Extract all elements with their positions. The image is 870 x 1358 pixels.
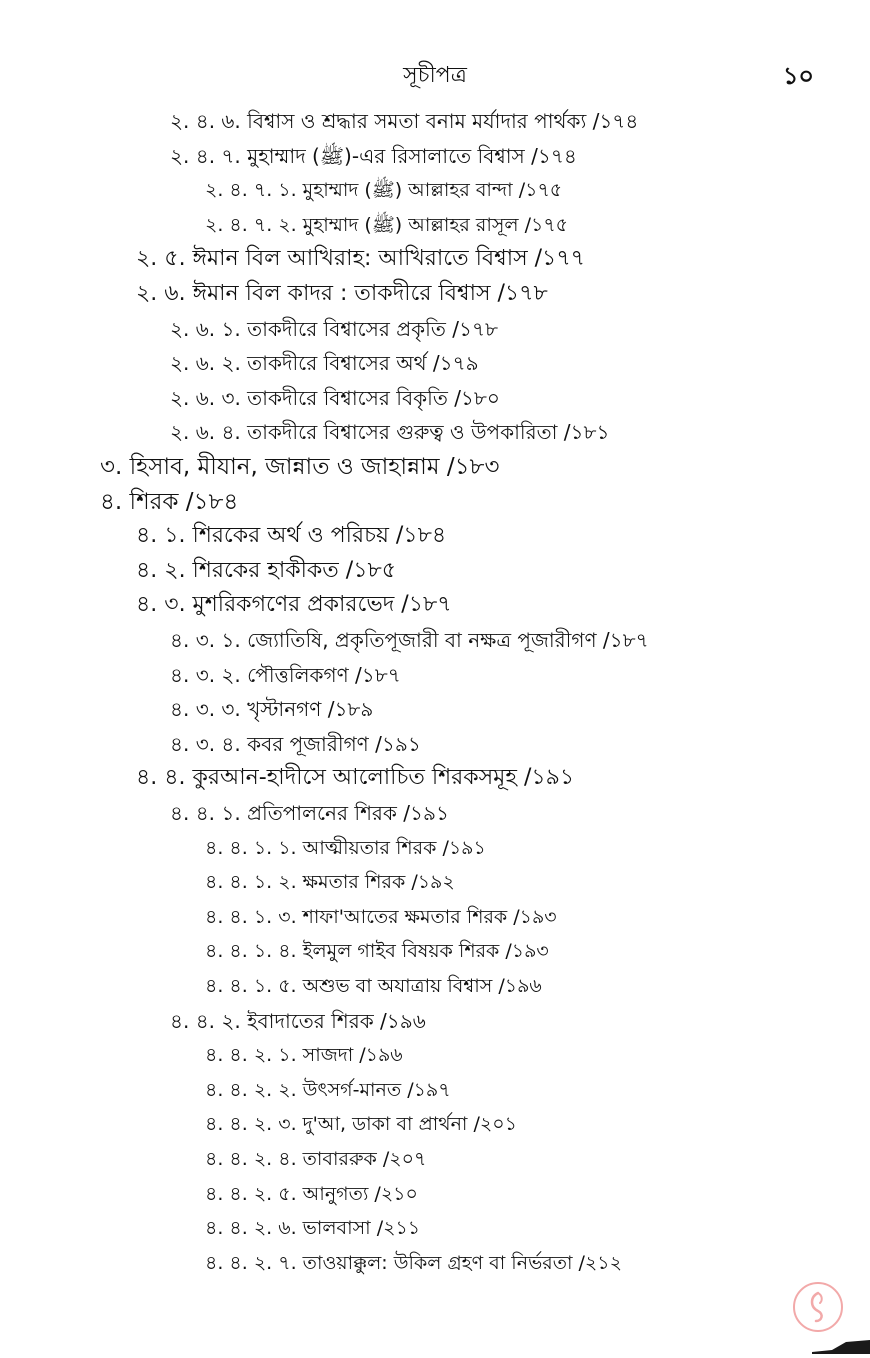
page-title: সূচীপত্র bbox=[403, 63, 467, 88]
toc-entry: ২. ৫. ঈমান বিল আখিরাহ: আখিরাতে বিশ্বাস /১৭৭ bbox=[136, 246, 585, 271]
toc-entry: ৪. ১. শিরকের অর্থ ও পরিচয় /১৮৪ bbox=[136, 523, 447, 548]
toc-entry: ৪. ৪. ১. ৫. অশুভ বা অযাত্রায় বিশ্বাস /১৯৬ bbox=[205, 975, 542, 997]
toc-entry: ৪. ৪. ১. প্রতিপালনের শিরক /১৯১ bbox=[170, 801, 449, 825]
toc-entry: ৩. হিসাব, মীযান, জান্নাত ও জাহান্নাম /১৮৩ bbox=[100, 454, 500, 480]
toc-entry: ৪. ৪. ২. ২. উৎসর্গ-মানত /১৯৭ bbox=[205, 1079, 451, 1101]
scan-edge-mark bbox=[812, 1338, 870, 1354]
toc-entry: ৪. ৪. ১. ১. আত্মীয়তার শিরক /১৯১ bbox=[205, 837, 486, 859]
toc-entry: ৪. ৩. ১. জ্যোতিষি, প্রকৃতিপূজারী বা নক্ষত্র পূজারীগণ /১৮৭ bbox=[170, 628, 649, 652]
toc-entry: ৪. ৪. ২. ৬. ভালবাসা /২১১ bbox=[205, 1217, 421, 1239]
toc-entry: ২. ৬. ঈমান বিল কাদর : তাকদীরে বিশ্বাস /১৭৮ bbox=[136, 281, 548, 306]
toc-entry: ৪. শিরক /১৮৪ bbox=[100, 489, 239, 515]
toc-entry: ৪. ৪. ২. ৭. তাওয়াক্কুল: উকিল গ্রহণ বা নির্ভরতা /২১২ bbox=[205, 1252, 622, 1274]
toc-entry: ৪. ৩. মুশরিকগণের প্রকারভেদ /১৮৭ bbox=[136, 592, 452, 617]
toc-entry: ২. ৬. ১. তাকদীরে বিশ্বাসের প্রকৃতি /১৭৮ bbox=[170, 317, 498, 341]
toc-entry: ২. ৬. ২. তাকদীরে বিশ্বাসের অর্থ /১৭৯ bbox=[170, 351, 479, 375]
toc-entry: ৪. ৪. ২. ইবাদাতের শিরক /১৯৬ bbox=[170, 1009, 426, 1033]
toc-entry: ২. ৬. ৩. তাকদীরে বিশ্বাসের বিকৃতি /১৮০ bbox=[170, 386, 500, 410]
toc-entry: ৪. ৪. কুরআন-হাদীসে আলোচিত শিরকসমূহ /১৯১ bbox=[136, 765, 575, 790]
toc-entry: ২. ৪. ৭. ১. মুহাম্মাদ (ﷺ) আল্লাহর বান্দা /১৭৫ bbox=[205, 179, 563, 201]
watermark-logo-icon bbox=[792, 1281, 844, 1333]
toc-entry: ৪. ৩. ২. পৌত্তলিকগণ /১৮৭ bbox=[170, 663, 401, 687]
toc-entry: ২. ৪. ৬. বিশ্বাস ও শ্রদ্ধার সমতা বনাম মর্যাদার পার্থক্য /১৭৪ bbox=[170, 109, 639, 133]
toc-entry: ৪. ৩. ৪. কবর পূজারীগণ /১৯১ bbox=[170, 732, 421, 756]
toc-entry: ৪. ৪. ২. ১. সাজদা /১৯৬ bbox=[205, 1044, 403, 1066]
toc-entry: ২. ৬. ৪. তাকদীরে বিশ্বাসের গুরুত্ব ও উপকারিতা /১৮১ bbox=[170, 420, 610, 444]
toc-entry: ৪. ২. শিরকের হাকীকত /১৮৫ bbox=[136, 558, 397, 583]
toc-entry: ২. ৪. ৭. ২. মুহাম্মাদ (ﷺ) আল্লাহর রাসূল /১৭৫ bbox=[205, 214, 568, 236]
page-number: ১০ bbox=[782, 62, 814, 90]
toc-entry: ৪. ৪. ১. ৪. ইলমুল গাইব বিষয়ক শিরক /১৯৩ bbox=[205, 940, 549, 962]
toc-entry: ২. ৪. ৭. মুহাম্মাদ (ﷺ)-এর রিসালাতে বিশ্বাস /১৭৪ bbox=[170, 144, 577, 168]
toc-entry: ৪. ৪. ১. ৩. শাফা'আতের ক্ষমতার শিরক /১৯৩ bbox=[205, 906, 557, 928]
toc-entry: ৪. ৪. ২. ৪. তাবাররুক /২০৭ bbox=[205, 1148, 427, 1170]
toc-entry: ৪. ৪. ২. ৫. আনুগত্য /২১০ bbox=[205, 1183, 418, 1205]
toc-entry: ৪. ৩. ৩. খৃস্টানগণ /১৮৯ bbox=[170, 697, 374, 721]
toc-entry: ৪. ৪. ২. ৩. দু'আ, ডাকা বা প্রার্থনা /২০১ bbox=[205, 1113, 517, 1135]
toc-entry: ৪. ৪. ১. ২. ক্ষমতার শিরক /১৯২ bbox=[205, 871, 455, 893]
